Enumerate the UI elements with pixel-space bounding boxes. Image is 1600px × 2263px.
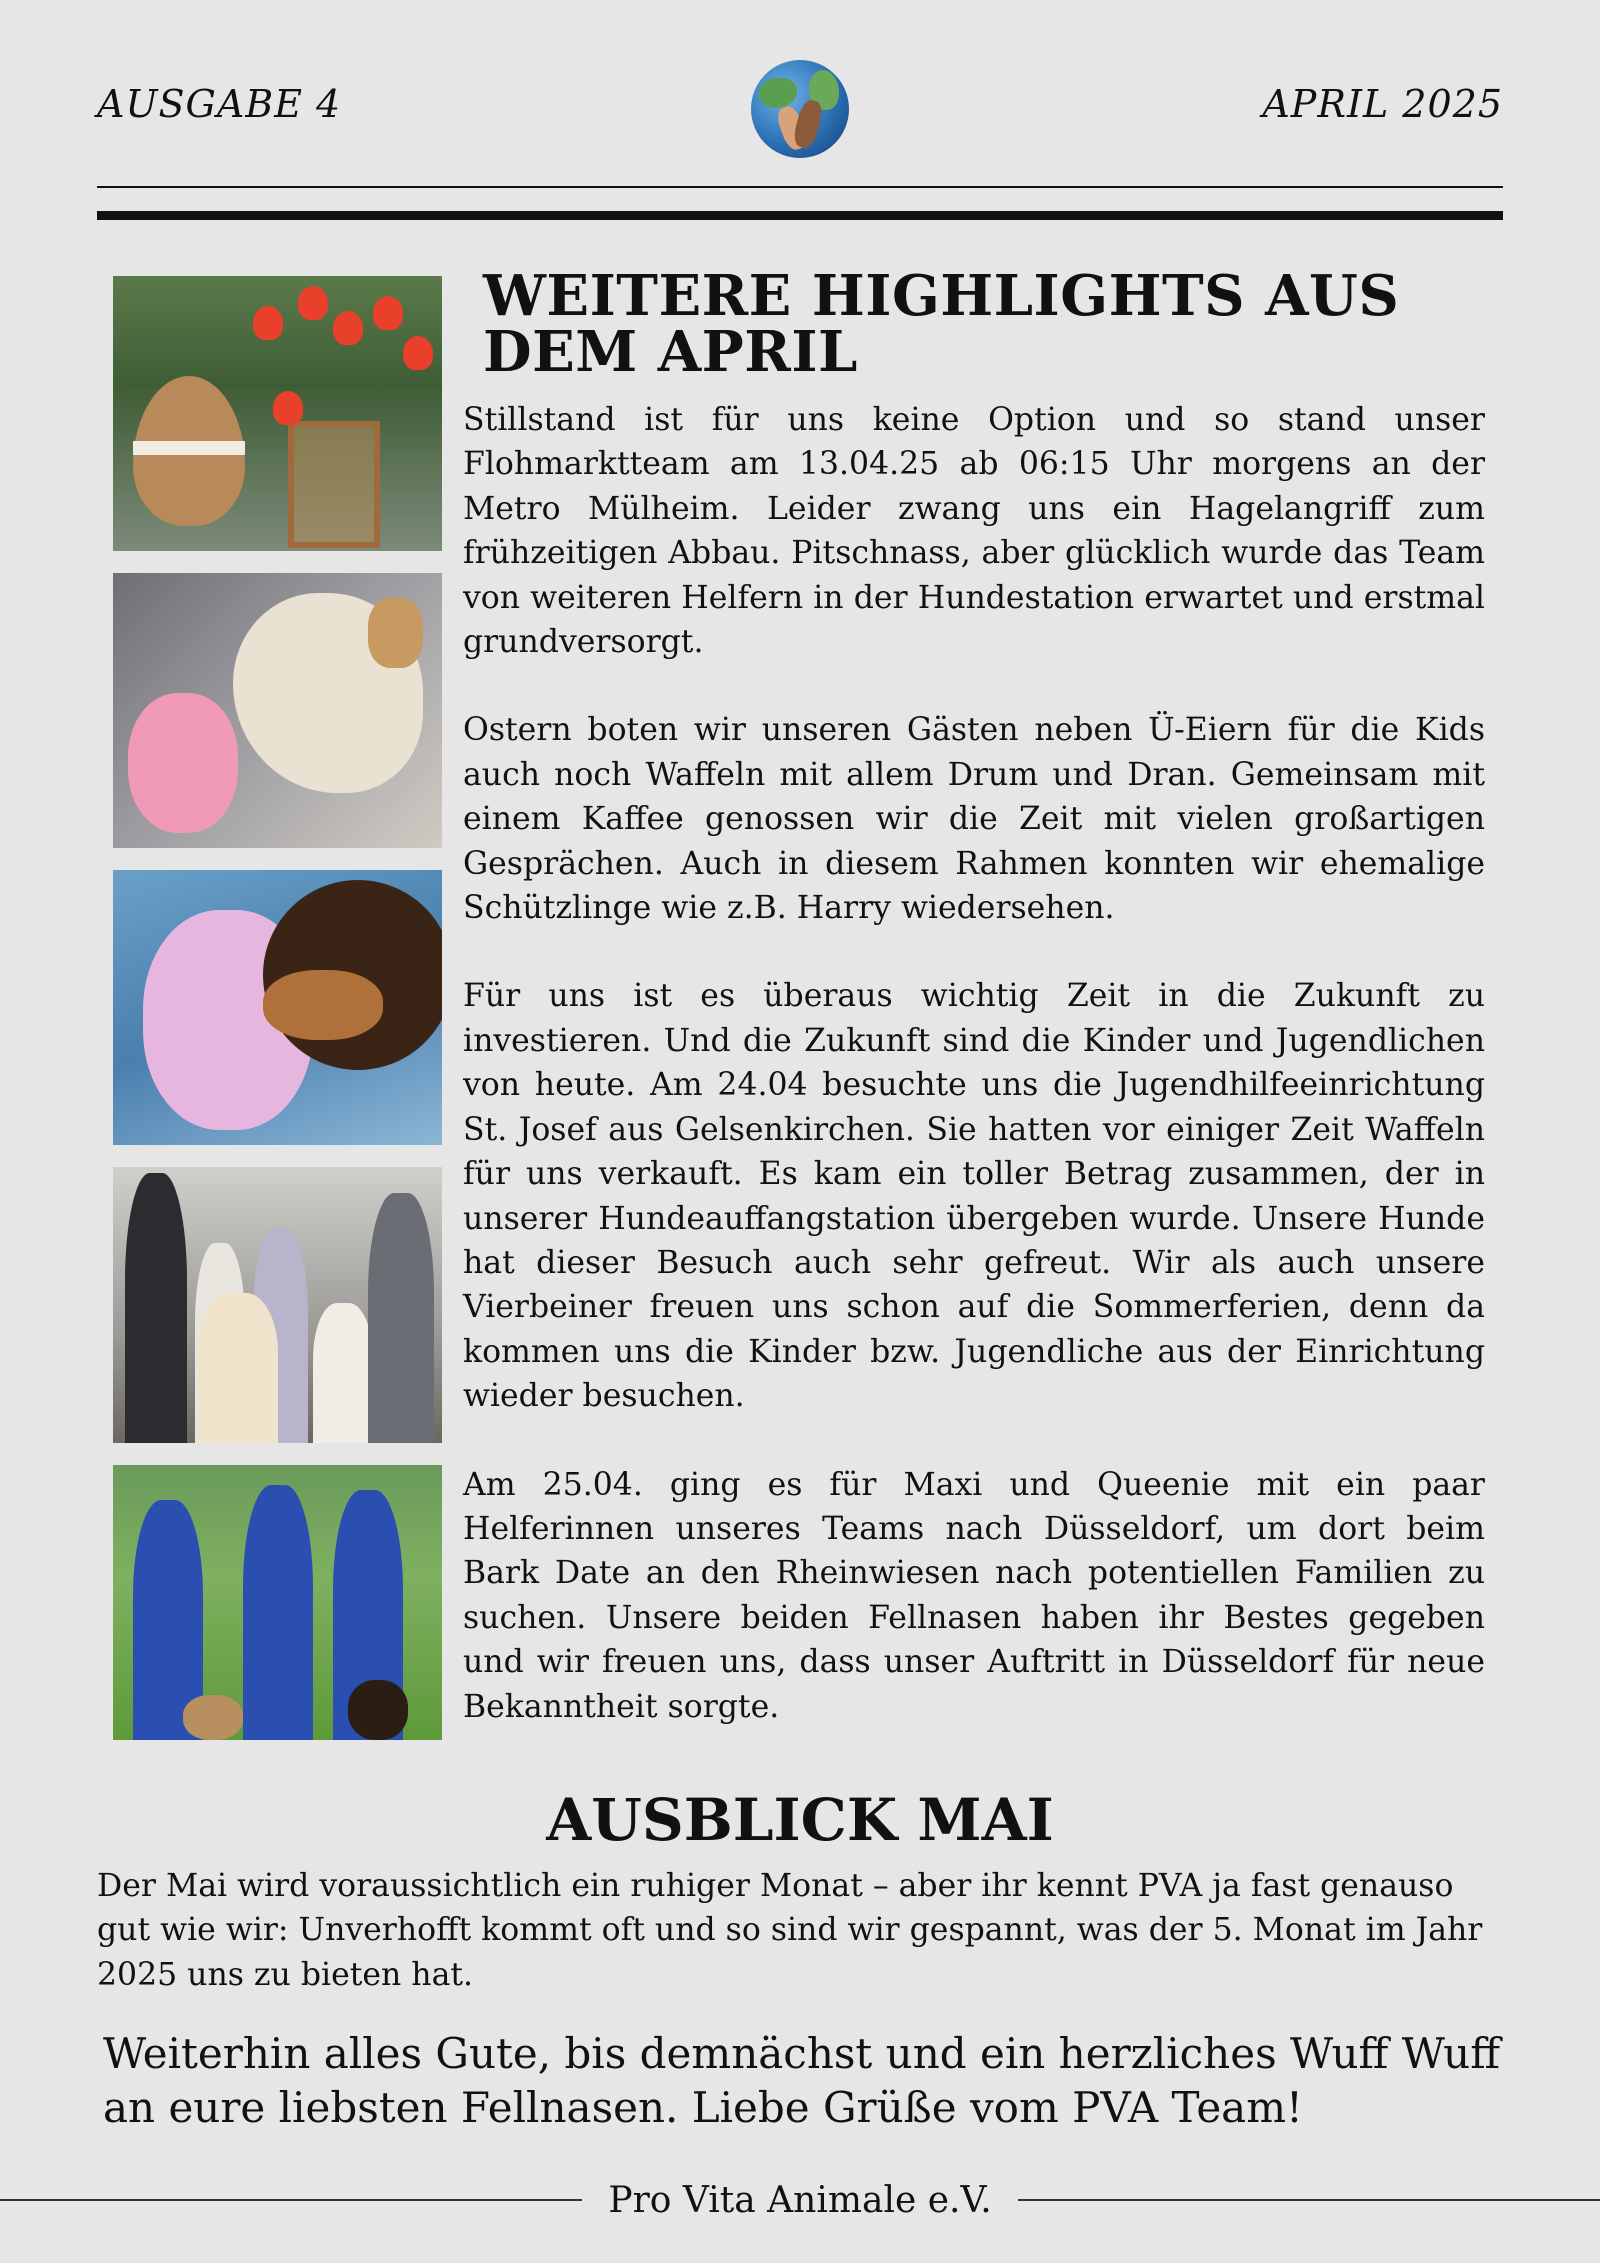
issue-number: AUSGABE 4 xyxy=(97,82,342,126)
photo-bark-date-team xyxy=(113,1465,442,1740)
highlights-title-line2: DEM APRIL xyxy=(483,319,858,385)
article-paragraph-easter: Ostern boten wir unseren Gästen neben Ü-Eiern für die Kids auch noch Waffeln mit allem Drum und Dran. Gemeinsam mit einem Kaffee genossen wir die Zeit mit vielen großartigen Gesprächen. Auch in diesem Rahmen konnten wir ehemalige Schützlinge wie z.B. Harry wiedersehen. xyxy=(463,712,1485,927)
footer-line-left xyxy=(0,2199,582,2201)
highlights-article xyxy=(463,263,1485,1729)
highlights-title-line1: WEITERE HIGHLIGHTS AUS xyxy=(483,263,1400,329)
article-paragraph-bark-date: Am 25.04. ging es für Maxi und Queenie mit ein paar Helferinnen unseres Teams nach Düsseldorf, um dort beim Bark Date an den Rheinwiesen nach potentiellen Familien zu suchen. Unsere beiden Fellnasen haben ihr Bestes gegeben und wir freuen uns, dass unser Auftritt in Düsseldorf für neue Bekanntheit sorgte. xyxy=(463,1466,1485,1725)
outlook-title: AUSBLICK MAI xyxy=(546,1786,1054,1854)
closing-greeting: Weiterhin alles Gute, bis demnächst und ein herzliches Wuff Wuff an eure liebsten Fellnasen. Liebe Grüße vom PVA Team! xyxy=(103,2029,1501,2132)
photo-dog-with-plush-toy xyxy=(113,870,442,1145)
footer xyxy=(0,2178,1600,2222)
photo-column xyxy=(113,276,442,1762)
globe-with-hands-icon xyxy=(751,60,849,158)
photo-dog-with-pink-bunny xyxy=(113,573,442,848)
highlights-title xyxy=(483,263,1485,385)
header-divider-thick xyxy=(97,211,1503,220)
newsletter-header xyxy=(97,60,1503,160)
article-paragraph-youth-visit: Für uns ist es überaus wichtig Zeit in die Zukunft zu investieren. Und die Zukunft sind die Kinder und Jugendlichen von heute. Am 24.04 besuchte uns die Jugendhilfeeinrichtung St. Josef aus Gelsenkirchen. Sie hatten vor einiger Zeit Waffeln für uns verkauft. Es kam ein toller Betrag zusammen, der in unserer Hundeauffangstation übergeben wurde. Unsere Hunde hat dieser Besuch auch sehr gefreut. Wir als auch unsere Vierbeiner freuen uns schon auf die Sommerferien, denn da kommen uns die Kinder bzw. Jugendliche aus der Einrichtung wieder besuchen. xyxy=(463,978,1485,1415)
photo-youth-group-visit xyxy=(113,1167,442,1443)
organization-name: Pro Vita Animale e.V. xyxy=(608,2179,992,2221)
issue-date: APRIL 2025 xyxy=(1262,82,1503,126)
photo-easter-tulips xyxy=(113,276,442,551)
header-divider-thin xyxy=(97,186,1503,188)
outlook-text: Der Mai wird voraussichtlich ein ruhiger Monat – aber ihr kennt PVA ja fast genauso gut wie wir: Unverhofft kommt oft und so sind wir gespannt, was der 5. Monat im Jahr 2025 uns zu bieten hat. xyxy=(97,1868,1483,1993)
article-paragraph-flea-market: Stillstand ist für uns keine Option und so stand unser Flohmarktteam am 13.04.25 ab 06:15 Uhr morgens an der Metro Mülheim. Leider zwang uns ein Hagelangriff zum frühzeitigen Abbau. Pitschnass, aber glücklich wurde das Team von weiteren Helfern in der Hundestation erwartet und erstmal grundversorgt. xyxy=(463,402,1485,661)
footer-line-right xyxy=(1018,2199,1600,2201)
